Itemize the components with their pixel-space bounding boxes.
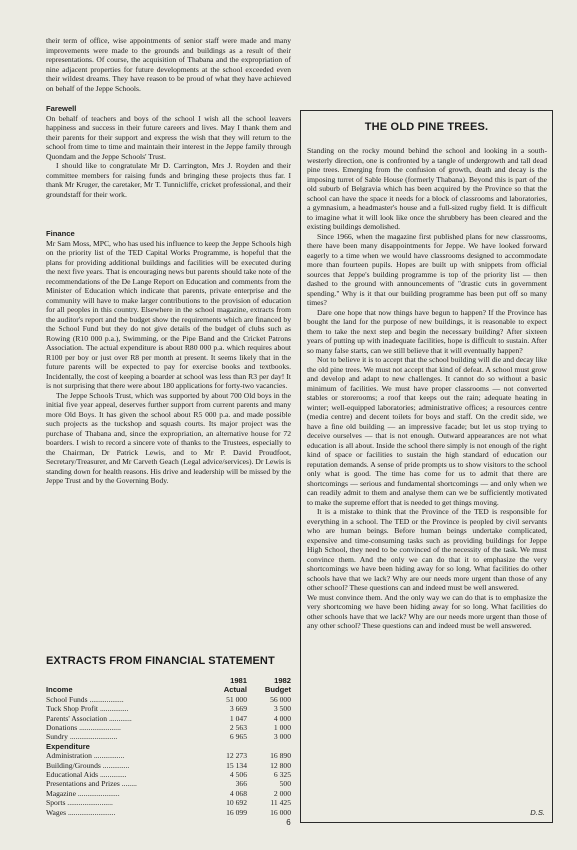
table-row: Sundry ......................... 6 965 3 000 [46,732,291,742]
article-signature: D.S. [530,808,545,817]
actual-header: Actual [223,685,247,695]
table-row: Donations ...................... 2 563 1 000 [46,723,291,733]
expenditure-heading: Expenditure [46,741,90,751]
farewell-heading: Farewell [46,104,77,113]
financial-statement-table [46,676,291,817]
article-paragraph-4: Not to believe it is to accept that the school building will die and decay like the old pine trees. We must not accept that kind of defeat. A school must grow and develop and adapt to new challenges. It cannot do so without a basic minimum of facilities. We must have proper classrooms — not converted stables or storerooms; a roof that keeps out the rain; adequate heating in winter; well-equipped laboratories; administrative offices; a resources centre (media centre) and decent toilets for boys and staff. On the credit side, we have a fine old building — an impressive facade; but let us stop trying to deceive ourselves — that is not enough. Outward appearances are not what education is all about. Inside the school there simply is not enough of the right kind of space or facilities to sustain the high standard of education our reputation demands. A sense of pride prompts us to show visitors to the school only what is good. The time has come for us to admit that there are shortcomings — serious and fundamental shortcomings — and only when we can readily admit to them and analyse them can we be sufficiently motivated to make the supreme effort that is needed to get things moving. [307,355,547,507]
finance-paragraph-2: The Jeppe Schools Trust, which was supported by about 700 Old boys in the initial five year appeal, deserves further support from current parents and many more Old Boys. It has given the school about R5 000 p.a. and made possible such projects as the tuckshop and squash courts. Its major project was the purchase of Thabana and, since the expropriation, an alternative house for 72 boarders. I wish to record a sincere vote of thanks to the Trustees, especially to the Chairman, Dr Patrick Lewis, and to Mr P. David Proudfoot, Secretary/Treasurer, and Mr Carveth Geach (Legal advice/services). Dr Lewis is standing down for health reasons. His drive and leadership will be missed by the Jeppe Trust and by the Governing Body. [46,390,291,485]
table-row: Administration ................ 12 273 16 890 [46,751,291,761]
article-title: THE OLD PINE TREES. [364,121,489,133]
article-paragraph-1: Standing on the rocky mound behind the school and looking in a south-westerly direction, one is confronted by a tangle of undergrowth and tall dead pine trees. Emerging from the confusion of growth, death and decay is the imposing turret of Sable House (formerly Thabana). Beyond this is part of the old suburb of Belgravia which has been acquired by the Province so that the school can have the space it needs for a block of classrooms and laboratories, a gymnasium, a headmaster's house and a full-sized rugby field. It is difficult to imagine what it will look like once the shrubbery has been cleared and the existing buildings demolished. [307,146,547,231]
table-row: Parents' Association ............ 1 047 4 000 [46,713,291,723]
column-header-row [46,685,291,694]
article-paragraph-5: It is a mistake to think that the Province of the TED is responsible for everything in a school. The TED or the Province is peopled by civil servants who are human beings. Before human beings undertake complicated, expensive and time-consuming tasks such as providing buildings for Jeppe High School, they need to be convinced of the necessity of the task. We must convince them. And the only we can do that it to emphasize the very shortcomings we have been hiding away for so long. What facilities do other schools have that we lack? Why are our needs more urgent than those of any other school? These questions can and indeed must be well answered. [307,507,547,592]
year-1981: 1981 [230,676,247,685]
table-row: Wages ......................... 16 099 16 000 [46,807,291,817]
table-row: School Funds .................. 51 000 56 000 [46,694,291,704]
farewell-paragraph-1: On behalf of teachers and boys of the school I wish all the school leavers happiness and success in their future careers and lives. May I thank them and their parents for their support and express the wish that they will return to the school from time to time and maintain their interest in the Jeppe family through Quondam and the Jeppe Schools' Trust. [46,113,291,161]
finance-paragraph-1: Mr Sam Moss, MPC, who has used his influence to keep the Jeppe Schools high on the priority list of the TED Capital Works Programme, is hopeful that the plans for providing additional buildings and facilities will be executed during the next five years. That is encouraging news but parents should take note of the recommendations of the De Lange Report on Education and comments from the Minister of Education which indicate that parents, private enterprise and the community will have to make larger contributions to the provision of education for all peoples in this country. Elsewhere in the school magazine, extracts from the auditor's report and the budget show the requirements which are financed by the School Fund but they do not give details of the budget of clubs such as Rowing (R10 000 p.a.), Swimming, or the Pipe Band and the Cricket Patrons Association. The actual expenditure is about R80 000 p.a. which requires about R100 per boy or just over R8 per month at present. It seems likely that in the future parents will be expected to pay for exercise books and textbooks. Incidentally, the cost of keeping a boarder at school was less than R3 per day! It is not surprising that there were about 180 applications for forty-two vacancies. [46,238,291,390]
article-paragraph-3: Dare one hope that now things have begun to happen? If the Province has bought the land for the purpose of new buildings, it is reasonable to expect them to take the next step and begin the necessary building? After sixteen years of putting up with inadequate facilities, hope is difficult to sustain. After so many false starts, can we still believe that it will eventually happen? [307,307,547,355]
page-number: 6 [286,818,291,827]
table-row: Building/Grounds .............. 15 134 12 800 [46,760,291,770]
article-paragraph-2: Since 1966, when the magazine first published plans for new classrooms, there have been many disappointments for Jeppe. We have looked forward eagerly to a time when we would have classrooms designed to accommodate more than fourteen pupils. Hopes are built up with snippets from official sources that Jeppe's building programme is top of the priority list — then dashed to the ground with announcements of "drastic cuts in government spending." Why is it that our building programme has been put off so many times? [307,231,547,307]
year-header-row [46,676,291,685]
intro-paragraph: their term of office, wise appointments of senior staff were made and many improvements were made to the grounds and buildings as a result of their representations. Of course, the acquisition of Thabana and the expropriation of nine adjacent properties for future developments at the school exceeded even their wildest dreams. They have reason to be proud of what they have achieved on behalf of the Jeppe Schools. [46,36,291,93]
table-row: Educational Aids .............. 4 506 6 325 [46,770,291,780]
table-row: Presentations and Prizes ........ 366 500 [46,779,291,789]
table-row: Tuck Shop Profit ............... 3 669 3 500 [46,704,291,714]
article-body [307,146,547,631]
farewell-paragraph-2: I should like to congratulate Mr D. Carrington, Mrs J. Royden and their committee members for raising funds and bringing these projects thus far. I thank Mr Kruger, the caretaker, Mr T. Tunnicliffe, cricket professional, and their groundstaff for their work. [46,161,291,199]
table-row: Sports ........................ 10 692 11 425 [46,798,291,808]
expenditure-heading-row [46,742,291,751]
table-row: Magazine ...................... 4 068 2 000 [46,788,291,798]
financial-statement-title: EXTRACTS FROM FINANCIAL STATEMENT [46,655,275,667]
income-heading: Income [46,685,73,695]
budget-header: Budget [264,685,291,695]
finance-heading: Finance [46,229,75,238]
article-paragraph-6: We must convince them. And the only way we can do that is to emphasize the very shortcoming we have been hiding away for so long. What facilities do other schools have that we lack? Why are our needs more urgent than those of any other school? These questions can and indeed must be well answered. [307,592,547,630]
left-column [46,36,291,486]
year-1982: 1982 [274,676,291,685]
